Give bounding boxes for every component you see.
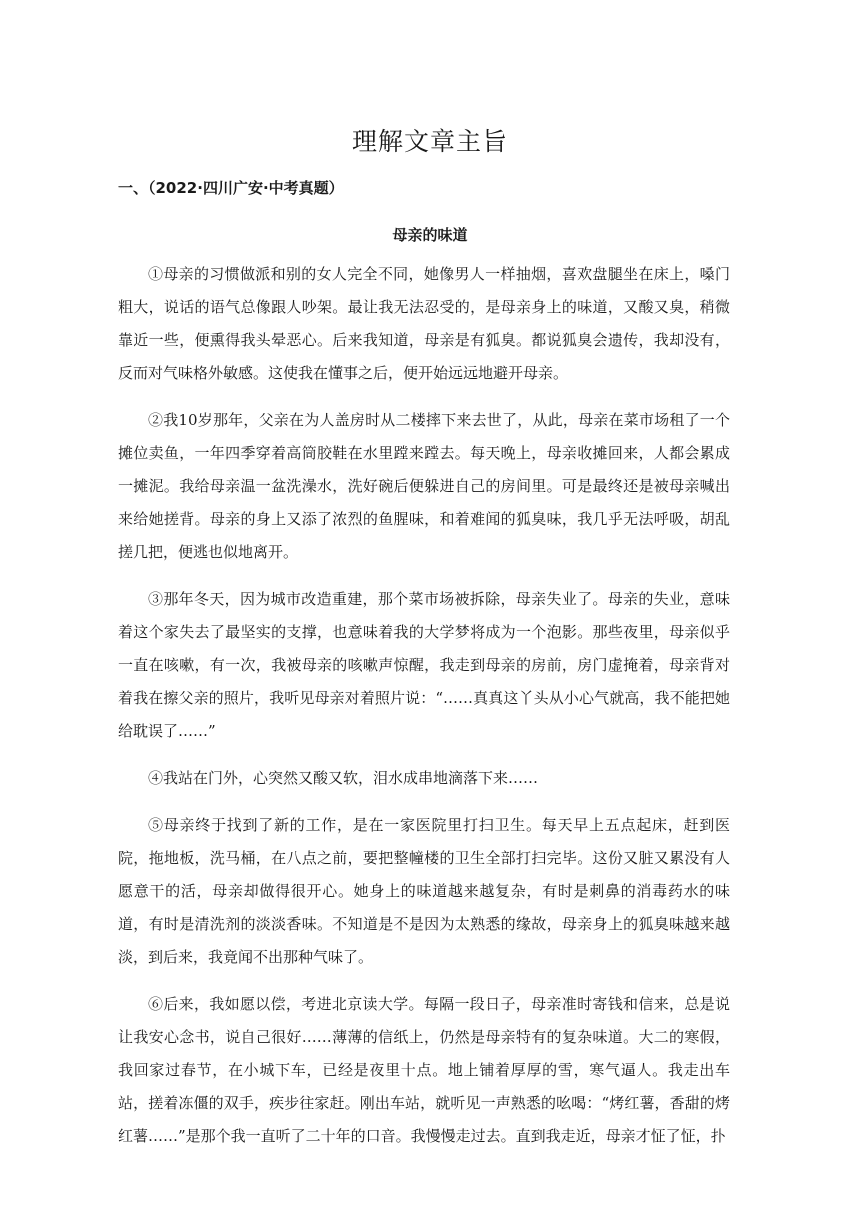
article-body bbox=[118, 258, 730, 1167]
paragraph-3: ③那年冬天，因为城市改造重建，那个菜市场被拆除，母亲失业了。母亲的失业，意味着这个家失去了最坚实的支撑，也意味着我的大学梦将成为一个泡影。那些夜里，母亲似乎一直在咳嗽，有一次，我被母亲的咳嗽声惊醒，我走到母亲的房前，房门虚掩着，母亲背对着我在擦父亲的照片，我听见母亲对着照片说：“……真真这丫头从小心气就高，我不能把她给耽误了……” bbox=[118, 590, 730, 740]
paragraph-1: ①母亲的习惯做派和别的女人完全不同，她像男人一样抽烟，喜欢盘腿坐在床上，嗓门粗大，说话的语气总像跟人吵架。最让我无法忍受的，是母亲身上的味道，又酸又臭，稍微靠近一些，便熏得我头晕恶心。后来我知道，母亲是有狐臭。都说狐臭会遗传，我却没有，反而对气味格外敏感。这使我在懂事之后，便开始远远地避开母亲。 bbox=[118, 265, 730, 382]
paragraph-2: ②我10岁那年，父亲在为人盖房时从二楼摔下来去世了，从此，母亲在菜市场租了一个摊位卖鱼，一年四季穿着高筒胶鞋在水里蹚来蹚去。每天晚上，母亲收摊回来，人都会累成一摊泥。我给母亲温一盆洗澡水，洗好碗后便躲进自己的房间里。可是最终还是被母亲喊出来给她搓背。母亲的身上又添了浓烈的鱼腥味，和着难闻的狐臭味，我几乎无法呼吸，胡乱搓几把，便逃也似地离开。 bbox=[118, 411, 730, 561]
paragraph-5: ⑤母亲终于找到了新的工作，是在一家医院里打扫卫生。每天早上五点起床，赶到医院，拖地板，洗马桶，在八点之前，要把整幢楼的卫生全部打扫完毕。这份又脏又累没有人愿意干的活，母亲却做得很开心。她身上的味道越来越复杂，有时是刺鼻的消毒药水的味道，有时是清洗剂的淡淡香味。不知道是不是因为太熟悉的缘故，母亲身上的狐臭味越来越淡，到后来，我竟闻不出那种气味了。 bbox=[118, 816, 730, 966]
paragraph-6: ⑥后来，我如愿以偿，考进北京读大学。每隔一段日子，母亲准时寄钱和信来，总是说让我安心念书，说自己很好……薄薄的信纸上，仍然是母亲特有的复杂味道。大二的寒假，我回家过春节，在小城下车，已经是夜里十点。地上铺着厚厚的雪，寒气逼人。我走出车站，搓着冻僵的双手，疾步往家赶。刚出车站，就听见一声熟悉的吆喝：“烤红薯，香甜的烤红薯……”是那个我一直听了二十年的口音。我慢慢走过去。直到我走近，母亲才怔了怔，扑 bbox=[118, 995, 730, 1145]
paragraph-4: ④我站在门外，心突然又酸又软，泪水成串地滴落下来…… bbox=[148, 769, 539, 787]
section-heading: 一、（2022·四川广安·中考真题） bbox=[118, 179, 344, 197]
page-title: 理解文章主旨 bbox=[351, 127, 508, 156]
article-title: 母亲的味道 bbox=[392, 226, 468, 244]
